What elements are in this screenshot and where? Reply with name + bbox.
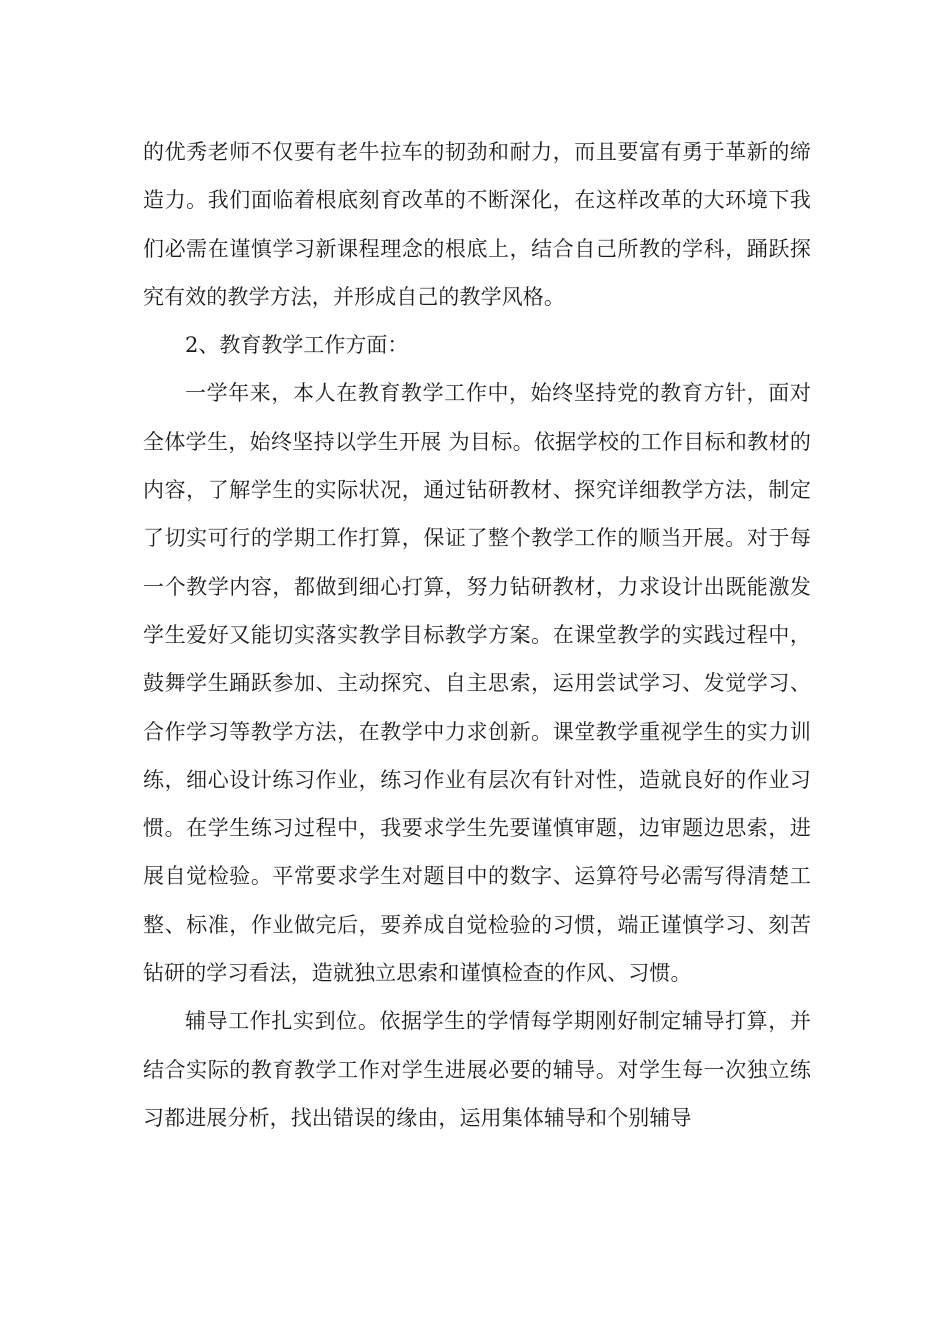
paragraph-continuation: 的优秀老师不仅要有老牛拉车的韧劲和耐力，而且要富有勇于革新的缔造力。我们面临着根底刻育改革的不断深化，在这样改革的大环境下我们必需在谨慎学习新课程理念的根底上，结合自己所教的学科，踊跃探究有效的教学方法，并形成自己的教学风格。 [143, 140, 811, 309]
document-body [143, 128, 811, 1142]
paragraph-teaching-work: 一学年来，本人在教育教学工作中，始终坚持党的教育方针，面对全体学生，始终坚持以学生开展 为目标。依据学校的工作目标和教材的内容，了解学生的实际状况，通过钻研教材、探究详细教学方法，制定了切实可行的学期工作打算，保证了整个教学工作的顺当开展。对于每一个教学内容，都做到细心打算，努力钻研教材，力求设计出既能激发学生爱好又能切实落实教学目标教学方案。在课堂教学的实践过程中，鼓舞学生踊跃参加、主动探究、自主思索，运用尝试学习、发觉学习、合作学习等教学方法，在教学中力求创新。课堂教学重视学生的实力训练，细心设计练习作业，练习作业有层次有针对性，造就良好的作业习惯。在学生练习过程中，我要求学生先要谨慎审题，边审题边思索，进展自觉检验。平常要求学生对题目中的数字、运算符号必需写得清楚工整、标准，作业做完后，要养成自觉检验的习惯，端正谨慎学习、刻苦钻研的学习看法，造就独立思索和谨慎检查的作风、习惯。 [143, 381, 811, 986]
paragraph-tutoring-work: 辅导工作扎实到位。依据学生的学情每学期刚好制定辅导打算，并结合实际的教育教学工作对学生进展必要的辅导。对学生每一次独立练习都进展分析，找出错误的缘由，运用集体辅导和个别辅导 [143, 1009, 811, 1130]
section-heading: 2、教育教学工作方面： [185, 333, 409, 358]
